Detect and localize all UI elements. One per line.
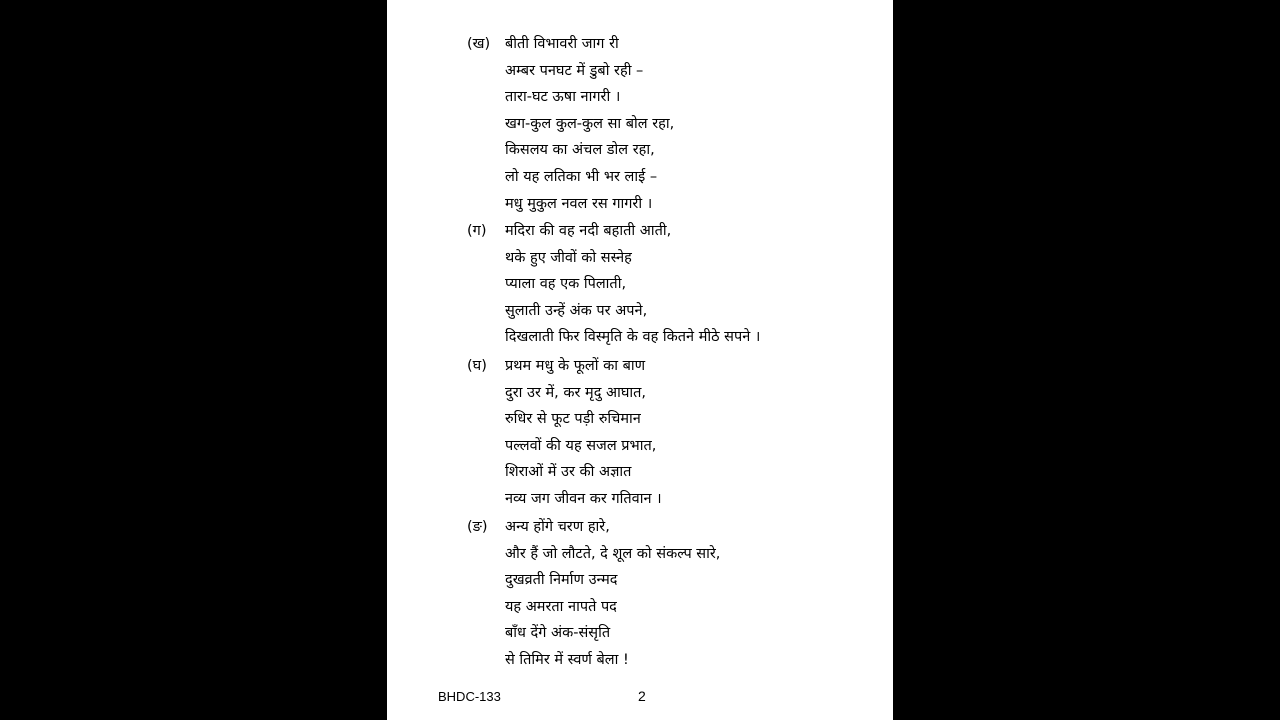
poem-line: रुधिर से फूट पड़ी रुचिमान [505, 411, 641, 428]
poem-line: किसलय का अंचल डोल रहा, [505, 142, 655, 159]
poem-line: लो यह लतिका भी भर लाई – [505, 168, 658, 185]
page-number: 2 [638, 688, 646, 704]
stanza-lines [505, 353, 662, 513]
poem-line: दुरा उर में, कर मृदु आघात, [505, 384, 647, 401]
poem-line: बीती विभावरी जाग री [505, 36, 619, 52]
poem-line: प्रथम मधु के फूलों का बाण [505, 358, 646, 374]
poem-line: पल्लवों की यह सजल प्रभात, [505, 437, 657, 454]
poem-line: प्याला वह एक पिलाती, [505, 276, 627, 293]
poem-line: और हैं जो लौटते, दे शूल को संकल्प सारे, [505, 545, 721, 562]
poem-line: दिखलाती फिर विस्मृति के वह कितने मीठे सपने । [505, 329, 761, 346]
poem-line: अन्य होंगे चरण हारे, [505, 519, 610, 535]
poem-line: सुलाती उन्हें अंक पर अपने, [505, 302, 648, 319]
poem-line: मधु मुकुल नवल रस गागरी । [505, 195, 653, 212]
poem-line: थके हुए जीवों को सस्नेह [505, 249, 632, 266]
stanza-label: (घ) [467, 358, 487, 374]
poem-line: अम्बर पनघट में डुबो रही – [505, 62, 644, 79]
poem-line: से तिमिर में स्वर्ण बेला ! [505, 651, 629, 668]
stanza-lines [505, 31, 674, 217]
poem-line: खग-कुल कुल-कुल सा बोल रहा, [505, 115, 675, 132]
poem-line: नव्य जग जीवन कर गतिवान । [505, 490, 662, 507]
poem-line: दुखव्रती निर्माण उन्मद [505, 572, 618, 589]
poem-line: यह अमरता नापते पद [505, 598, 617, 615]
stanza-lines [505, 514, 720, 674]
poem-line: बाँध देंगे अंक-संसृति [505, 625, 611, 642]
poem-line: तारा-घट ऊषा नागरी । [505, 89, 621, 106]
stanza-label: (ख) [467, 36, 491, 52]
stanza-label: (ङ) [467, 519, 488, 535]
poem-line: मदिरा की वह नदी बहाती आती, [505, 223, 672, 239]
document-page [387, 0, 893, 720]
course-code: BHDC-133 [438, 689, 501, 704]
stanza-label: (ग) [467, 223, 487, 239]
stanza-lines [505, 218, 760, 351]
poem-line: शिराओं में उर की अज्ञात [505, 464, 632, 481]
